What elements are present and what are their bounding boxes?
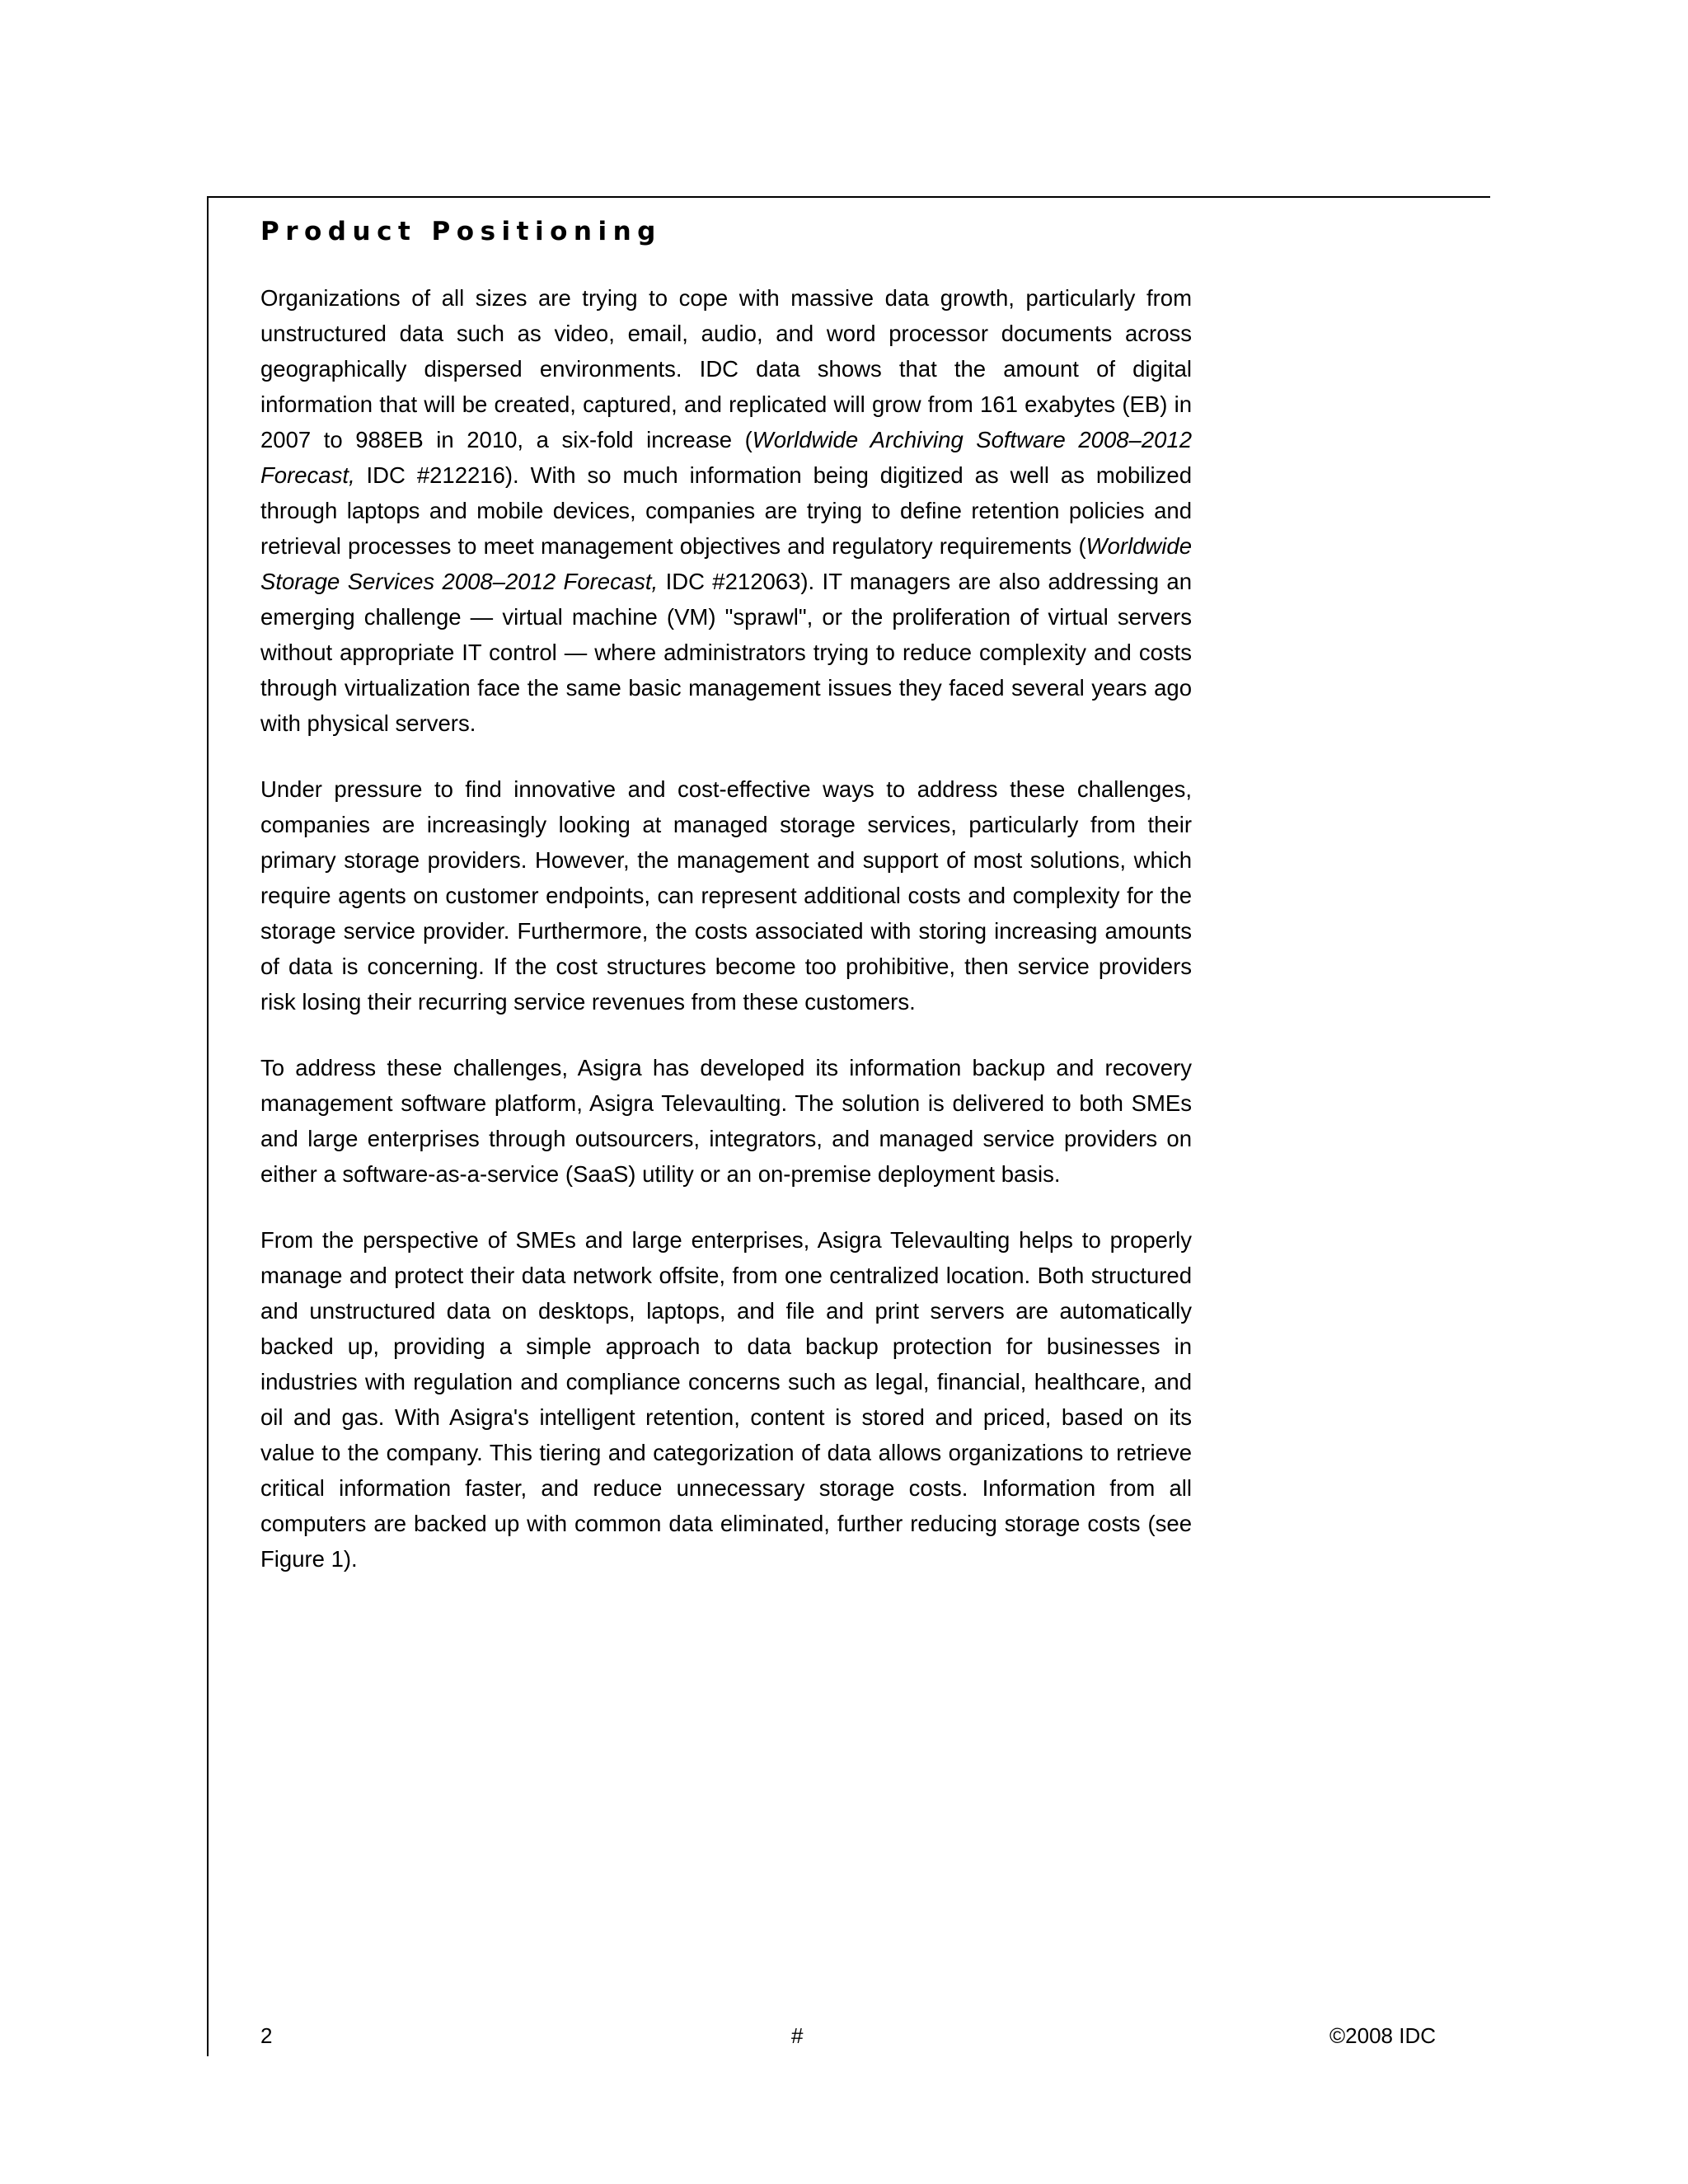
page-number: 2 bbox=[260, 2023, 273, 2048]
body-text bbox=[260, 280, 1192, 1607]
paragraph-data-growth bbox=[260, 280, 1192, 741]
paragraph-text: IDC #212063). IT managers are also addressing an emerging challenge — virtual machine (VM) "sprawl", or the proliferation of virtual servers without appropriate IT control — where administrators trying to reduce complexity and costs through virtualization face the same basic management issues they faced several years ago with physical servers. bbox=[260, 569, 1193, 736]
paragraph-asigra-platform: To address these challenges, Asigra has developed its information backup and recovery management software platform, Asigra Televaulting. The solution is delivered to both SMEs and large enterprises through outsourcers, integrators, and managed service providers on either a software-as-a-service (SaaS) utility or an on-premise deployment basis. bbox=[260, 1055, 1192, 1187]
section-heading: Product Positioning bbox=[260, 217, 662, 246]
copyright-notice: ©2008 IDC bbox=[1329, 2023, 1436, 2048]
paragraph-text: Organizations of all sizes are trying to cope with massive data growth, particularly from unstructured data such as video, email, audio, and word processor documents across geographically dispersed environments. IDC data shows that the amount of digital information that will be created, captured, and replicated will grow from 161 exabytes (EB) in 2007 to 988EB in 2010, a six-fold increase ( bbox=[260, 285, 1192, 452]
top-rule bbox=[209, 196, 1490, 198]
document-number: # bbox=[791, 2023, 804, 2048]
paragraph-sme-perspective: From the perspective of SMEs and large enterprises, Asigra Televaulting helps to properly manage and protect their data network offsite, from one centralized location. Both structured and unstructured data on desktops, laptops, and file and print servers are automatically backed up, providing a simple approach to data backup protection for businesses in industries with regulation and compliance concerns such as legal, financial, healthcare, and oil and gas. With Asigra's intelligent retention, content is stored and priced, based on its value to the company. This tiering and categorization of data allows organizations to retrieve critical information faster, and reduce unnecessary storage costs. Information from all computers are backed up with common data eliminated, further reducing storage costs (see Figure 1). bbox=[260, 1227, 1192, 1572]
left-margin-rule bbox=[207, 196, 209, 2056]
citation-title: Worldwide Storage Services 2008–2012 Forecast, bbox=[260, 533, 1192, 594]
paragraph-managed-services: Under pressure to find innovative and cost-effective ways to address these challenges, companies are increasingly looking at managed storage services, particularly from their primary storage providers. However, the management and support of most solutions, which require agents on customer endpoints, can represent additional costs and complexity for the storage service provider. Furthermore, the costs associated with storing increasing amounts of data is concerning. If the cost structures become too prohibitive, then service providers risk losing their recurring service revenues from these customers. bbox=[260, 776, 1192, 1015]
paragraph-text: IDC #212216). With so much information being digitized as well as mobilized through laptops and mobile devices, companies are trying to define retention policies and retrieval processes to meet management objectives and regulatory requirements ( bbox=[260, 462, 1192, 559]
citation-title: Worldwide Archiving Software 2008–2012 Forecast, bbox=[260, 427, 1192, 488]
